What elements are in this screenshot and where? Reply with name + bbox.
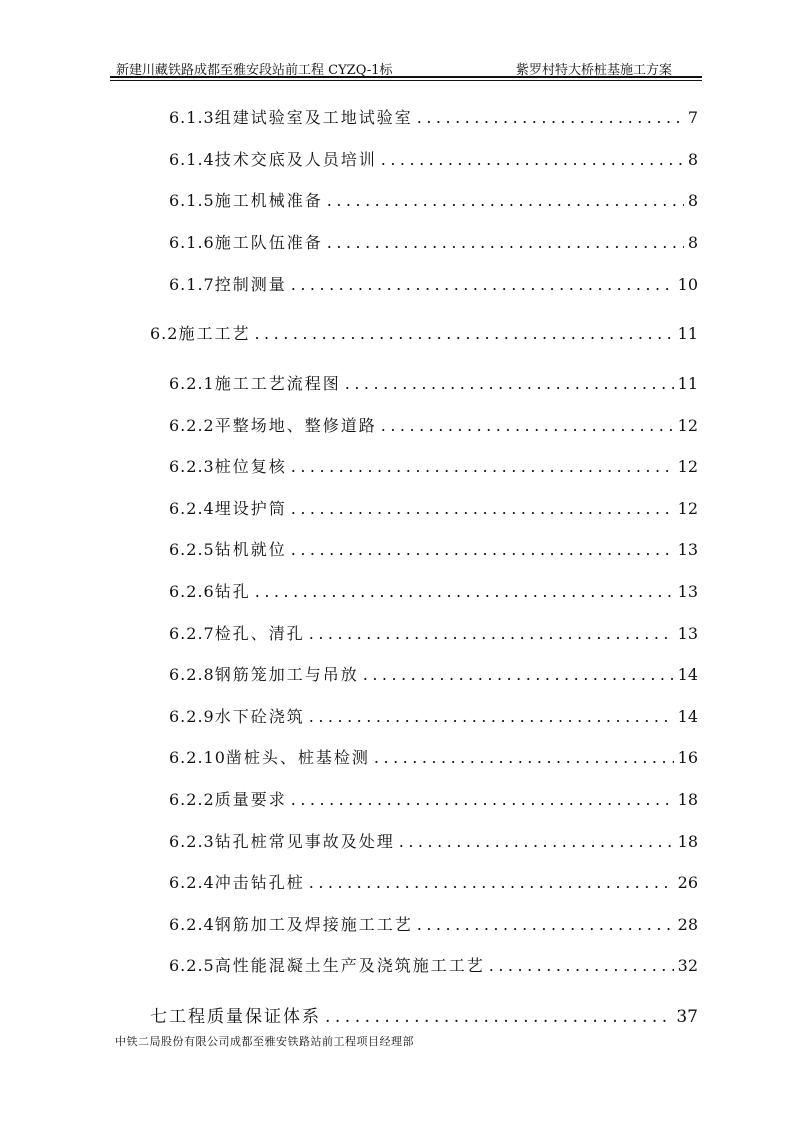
toc-title: 施工队伍准备 bbox=[214, 233, 323, 252]
toc-leader bbox=[345, 374, 674, 393]
toc-entry[interactable] bbox=[169, 454, 698, 478]
toc-page: 10 bbox=[677, 275, 698, 294]
toc-page: 11 bbox=[677, 324, 698, 343]
toc-leader bbox=[309, 873, 674, 892]
toc-page: 14 bbox=[677, 707, 698, 726]
toc-entry[interactable] bbox=[169, 704, 698, 728]
toc-title: 水下砼浇筑 bbox=[214, 707, 305, 726]
toc-title: 施工机械准备 bbox=[214, 191, 323, 210]
toc-number: 6.2.4 bbox=[169, 499, 215, 518]
page-footer: 中铁二局股份有限公司成都至雅安铁路站前工程项目经理部 bbox=[115, 1035, 414, 1048]
toc-number: 6.2.4 bbox=[169, 915, 215, 934]
toc-title: 钻孔 bbox=[214, 582, 251, 601]
toc-number: 6.2.2 bbox=[169, 790, 215, 809]
toc-number: 6.2.9 bbox=[169, 707, 215, 726]
toc-number: 6.2.6 bbox=[169, 582, 215, 601]
toc-page: 32 bbox=[677, 956, 698, 975]
toc-title: 冲击钻孔桩 bbox=[214, 873, 305, 892]
toc-leader bbox=[374, 748, 674, 767]
header-project-title: 新建川藏铁路成都至雅安段站前工程 CYZQ-1标 bbox=[116, 63, 393, 78]
toc-leader bbox=[327, 191, 684, 210]
toc-number: 6.2 bbox=[150, 324, 179, 343]
toc-title: 平整场地、整修道路 bbox=[214, 416, 377, 435]
toc-leader bbox=[417, 108, 684, 127]
toc-leader bbox=[309, 624, 674, 643]
toc-page: 8 bbox=[687, 233, 698, 252]
toc-page: 18 bbox=[677, 832, 698, 851]
toc-leader bbox=[254, 324, 673, 343]
toc-entry[interactable] bbox=[169, 745, 698, 769]
toc-page: 26 bbox=[677, 873, 698, 892]
toc-leader bbox=[381, 416, 674, 435]
toc-entry[interactable] bbox=[150, 321, 698, 345]
toc-entry[interactable] bbox=[169, 953, 698, 977]
toc-page: 7 bbox=[687, 108, 698, 127]
toc-page: 13 bbox=[677, 582, 698, 601]
toc-page: 16 bbox=[677, 748, 698, 767]
toc-leader bbox=[327, 233, 684, 252]
toc-leader bbox=[417, 915, 674, 934]
toc-entry[interactable] bbox=[169, 537, 698, 561]
toc-title: 七工程质量保证体系 bbox=[150, 1007, 321, 1027]
toc-number: 6.2.5 bbox=[169, 540, 215, 559]
toc-title: 钢筋加工及焊接施工工艺 bbox=[214, 915, 413, 934]
toc-entry[interactable] bbox=[169, 621, 698, 645]
toc-number: 6.2.4 bbox=[169, 873, 215, 892]
toc-page: 14 bbox=[677, 665, 698, 684]
toc-page: 11 bbox=[677, 374, 698, 393]
toc-title: 检孔、清孔 bbox=[214, 624, 305, 643]
toc-leader bbox=[489, 956, 674, 975]
toc-leader bbox=[291, 499, 674, 518]
toc-entry[interactable] bbox=[169, 272, 698, 296]
toc-leader bbox=[255, 582, 674, 601]
toc-title: 钻机就位 bbox=[214, 540, 287, 559]
toc-entry[interactable] bbox=[169, 829, 698, 853]
toc-entry[interactable] bbox=[169, 105, 698, 129]
toc-number: 6.1.6 bbox=[169, 233, 215, 252]
toc-title: 埋设护筒 bbox=[214, 499, 287, 518]
toc-title: 桩位复核 bbox=[214, 457, 287, 476]
toc-title: 质量要求 bbox=[214, 790, 287, 809]
toc-leader bbox=[381, 150, 684, 169]
toc-number: 6.2.10 bbox=[169, 748, 226, 767]
toc-entry[interactable] bbox=[169, 496, 698, 520]
toc-entry[interactable] bbox=[169, 870, 698, 894]
toc-title: 技术交底及人员培训 bbox=[214, 150, 377, 169]
toc-title: 凿桩头、桩基检测 bbox=[225, 748, 370, 767]
toc-entry[interactable] bbox=[169, 413, 698, 437]
toc-page: 18 bbox=[677, 790, 698, 809]
toc-leader bbox=[291, 275, 674, 294]
toc-number: 6.2.1 bbox=[169, 374, 215, 393]
toc-page: 8 bbox=[687, 191, 698, 210]
page-header bbox=[110, 56, 700, 78]
toc-number: 6.2.5 bbox=[169, 956, 215, 975]
toc-page: 13 bbox=[677, 624, 698, 643]
toc-number: 6.2.3 bbox=[169, 832, 215, 851]
toc-entry[interactable] bbox=[169, 188, 698, 212]
toc-entry[interactable] bbox=[169, 787, 698, 811]
toc-leader bbox=[309, 707, 674, 726]
toc-page: 12 bbox=[677, 416, 698, 435]
toc-leader bbox=[291, 790, 674, 809]
toc-title: 钻孔桩常见事故及处理 bbox=[214, 832, 395, 851]
toc-page: 28 bbox=[677, 915, 698, 934]
toc-leader bbox=[399, 832, 674, 851]
header-document-title: 紫罗村特大桥桩基施工方案 bbox=[515, 63, 672, 78]
toc-page: 12 bbox=[677, 499, 698, 518]
toc-entry[interactable] bbox=[169, 147, 698, 171]
toc-number: 6.2.8 bbox=[169, 665, 215, 684]
toc-leader bbox=[291, 540, 674, 559]
toc-page: 12 bbox=[677, 457, 698, 476]
toc-number: 6.1.3 bbox=[169, 108, 215, 127]
toc-page: 8 bbox=[687, 150, 698, 169]
toc-number: 6.1.4 bbox=[169, 150, 215, 169]
toc-title: 钢筋笼加工与吊放 bbox=[214, 665, 359, 684]
toc-leader bbox=[291, 457, 674, 476]
toc-entry[interactable] bbox=[169, 371, 698, 395]
toc-leader bbox=[325, 1007, 672, 1027]
toc-title: 组建试验室及工地试验室 bbox=[214, 108, 413, 127]
toc-number: 6.2.3 bbox=[169, 457, 215, 476]
header-rule bbox=[110, 76, 702, 81]
toc-number: 6.1.5 bbox=[169, 191, 215, 210]
toc-page: 37 bbox=[676, 1007, 698, 1027]
toc-entry[interactable] bbox=[169, 912, 698, 936]
toc-number: 6.2.2 bbox=[169, 416, 215, 435]
toc-entry[interactable] bbox=[169, 230, 698, 254]
toc-leader bbox=[363, 665, 674, 684]
toc-title: 施工工艺流程图 bbox=[214, 374, 341, 393]
toc-entry[interactable] bbox=[169, 662, 698, 686]
toc-title: 高性能混凝土生产及浇筑施工工艺 bbox=[214, 956, 485, 975]
toc-page: 13 bbox=[677, 540, 698, 559]
toc-title: 施工工艺 bbox=[178, 324, 251, 343]
toc-entry[interactable] bbox=[169, 579, 698, 603]
toc-title: 控制测量 bbox=[214, 275, 287, 294]
toc-number: 6.1.7 bbox=[169, 275, 215, 294]
toc-entry[interactable] bbox=[150, 1002, 698, 1026]
toc-number: 6.2.7 bbox=[169, 624, 215, 643]
